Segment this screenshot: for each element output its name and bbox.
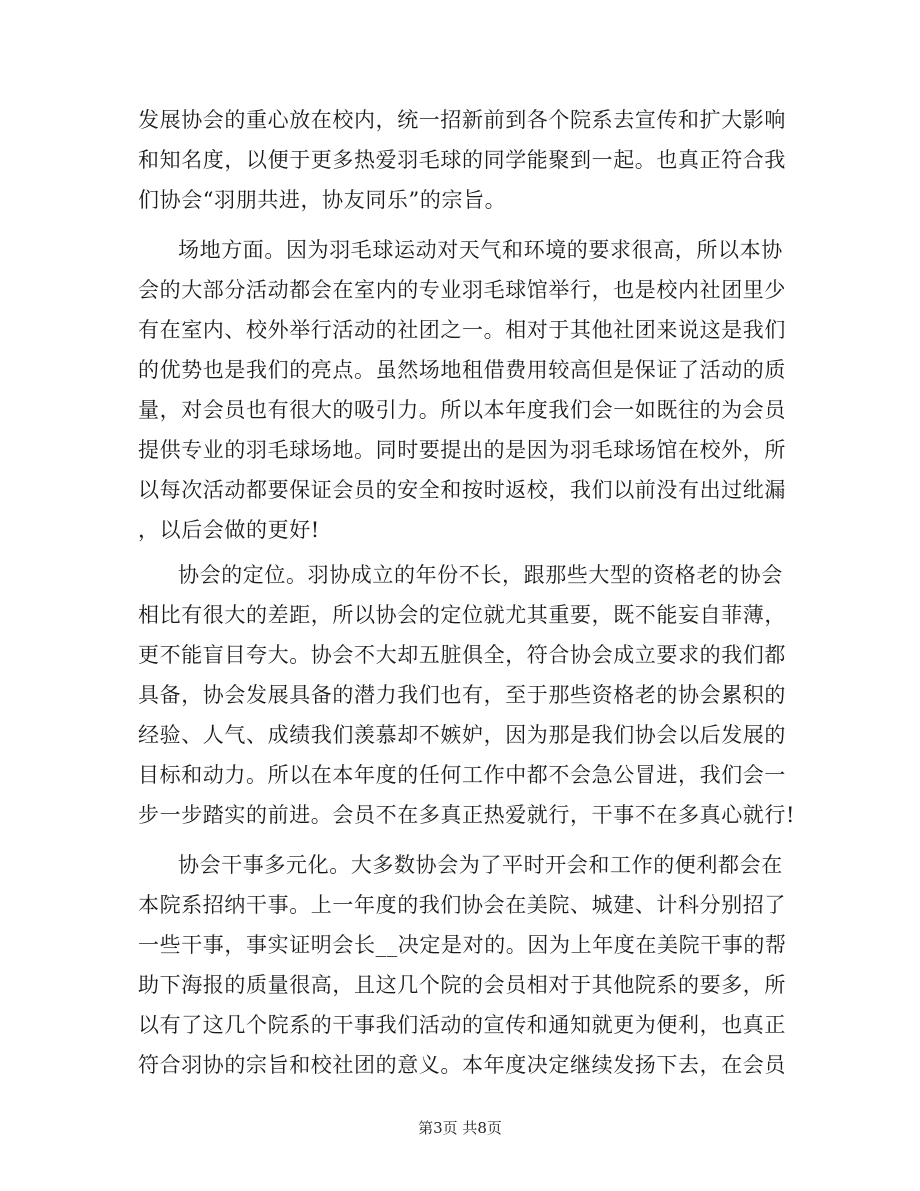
text-line: 本院系招纳干事。上一年度的我们协会在美院、城建、计科分别招了 <box>138 893 786 917</box>
text-line: 具备，协会发展具备的潜力我们也有，至于那些资格老的协会累积的 <box>138 683 786 707</box>
paragraph-start-line: 协会的定位。羽协成立的年份不长，跟那些大型的资格老的协会 <box>178 563 783 587</box>
paragraph-start-line: 场地方面。因为羽毛球运动对天气和环境的要求很高，所以本协 <box>178 238 783 262</box>
text-line: 经验、人气、成绩我们羡慕却不嫉妒，因为那是我们协会以后发展的 <box>138 723 786 747</box>
text-line: 一些干事，事实证明会长__决定是对的。因为上年度在美院干事的帮 <box>138 933 787 957</box>
text-line: 以每次活动都要保证会员的安全和按时返校，我们以前没有出过纰漏 <box>138 478 786 502</box>
text-line: 会的大部分活动都会在室内的专业羽毛球馆举行，也是校内社团里少 <box>138 278 786 302</box>
text-line: 目标和动力。所以在本年度的任何工作中都不会急公冒进，我们会一 <box>138 763 786 787</box>
text-line: 助下海报的质量很高，且这几个院的会员相对于其他院系的要多，所 <box>138 973 786 997</box>
text-line: 提供专业的羽毛球场地。同时要提出的是因为羽毛球场馆在校外，所 <box>138 438 786 462</box>
text-line: 更不能盲目夸大。协会不大却五脏俱全，符合协会成立要求的我们都 <box>138 643 786 667</box>
text-line: 们协会“羽朋共进，协友同乐”的宗旨。 <box>138 188 507 212</box>
text-line: 和知名度，以便于更多热爱羽毛球的同学能聚到一起。也真正符合我 <box>138 148 786 172</box>
text-line: 有在室内、校外举行活动的社团之一。相对于其他社团来说这是我们 <box>138 318 786 342</box>
paragraph-start-line: 协会干事多元化。大多数协会为了平时开会和工作的便利都会在 <box>178 853 783 877</box>
text-line: 以有了这几个院系的干事我们活动的宣传和通知就更为便利，也真正 <box>138 1013 786 1037</box>
text-line: ，以后会做的更好! <box>138 518 320 542</box>
text-line: 的优势也是我们的亮点。虽然场地租借费用较高但是保证了活动的质 <box>138 358 786 382</box>
text-line: 符合羽协的宗旨和校社团的意义。本年度决定继续发扬下去，在会员 <box>138 1053 786 1077</box>
text-line: 相比有很大的差距，所以协会的定位就尤其重要，既不能妄自菲薄， <box>138 603 786 627</box>
text-line: 步一步踏实的前进。会员不在多真正热爱就行，干事不在多真心就行! <box>138 803 796 827</box>
text-line: 量，对会员也有很大的吸引力。所以本年度我们会一如既往的为会员 <box>138 398 786 422</box>
page-number-footer: 第3页 共8页 <box>418 1119 502 1137</box>
text-line: 发展协会的重心放在校内，统一招新前到各个院系去宣传和扩大影响 <box>138 108 786 132</box>
